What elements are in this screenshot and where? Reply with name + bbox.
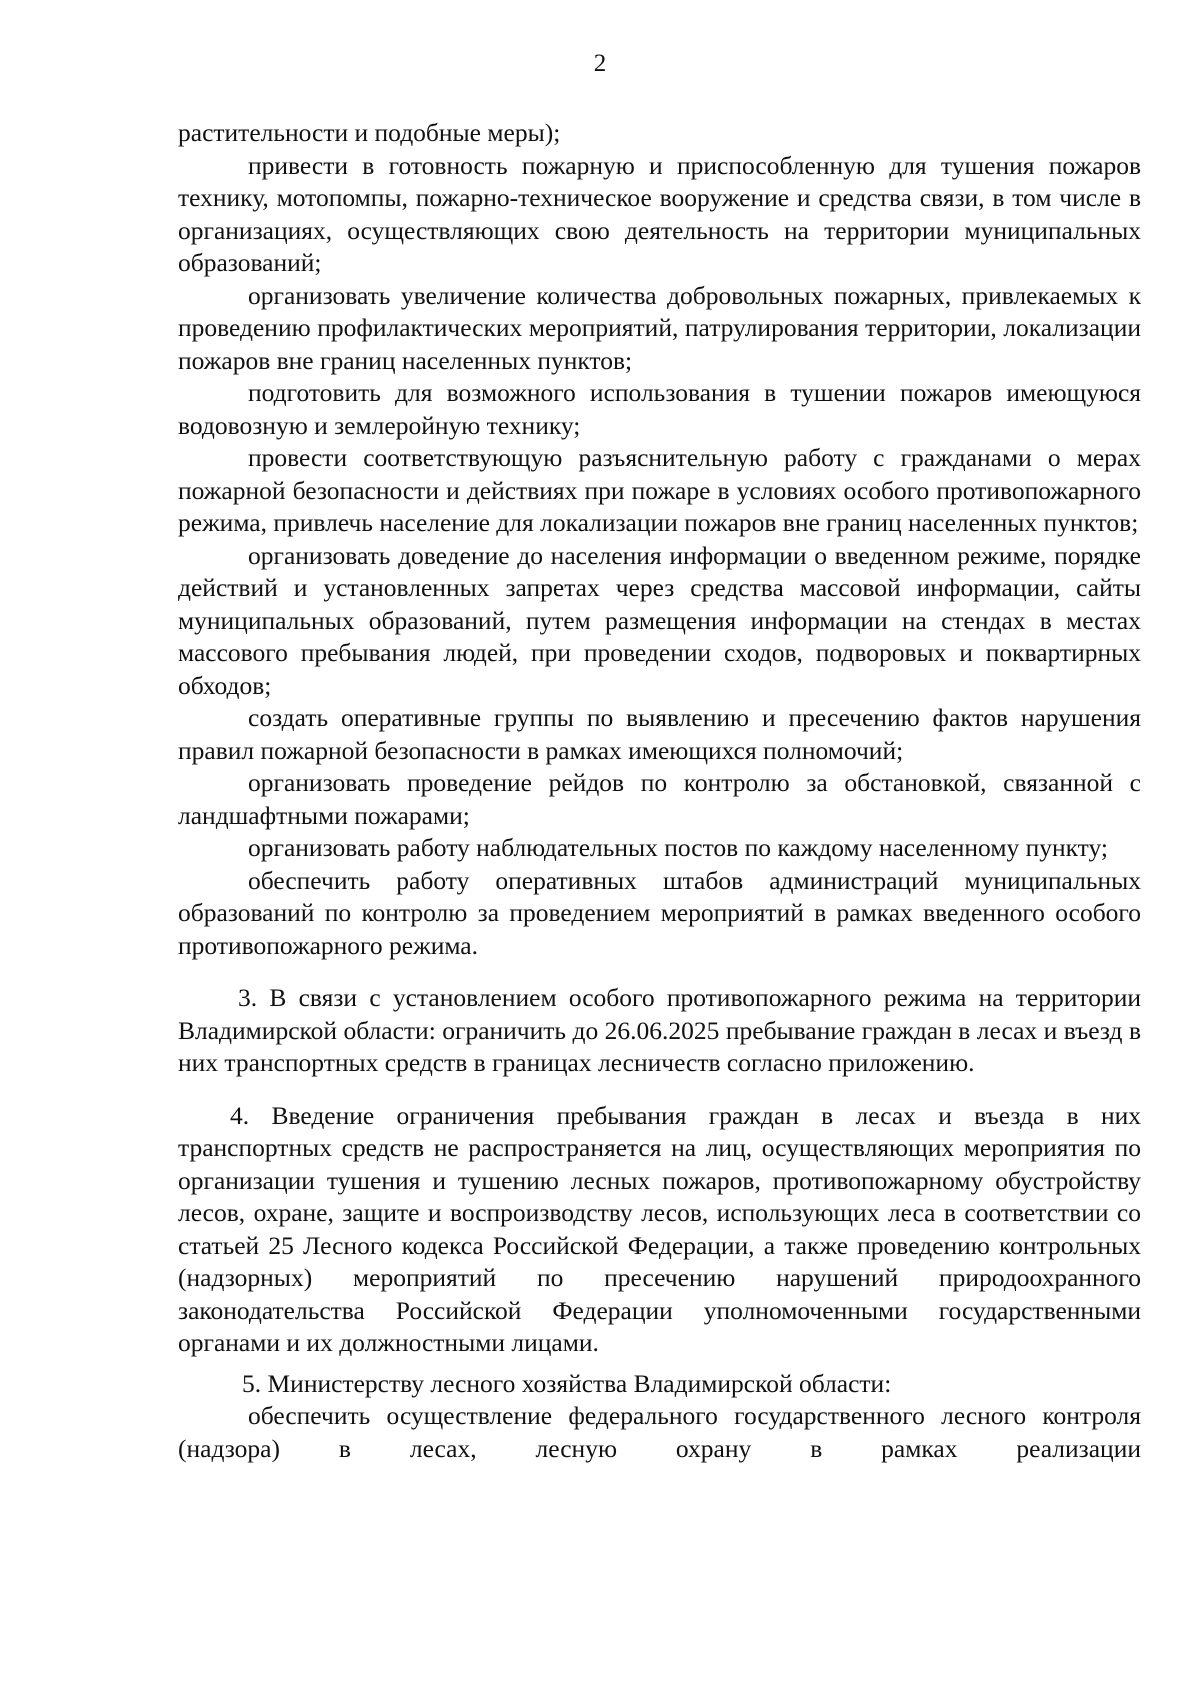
paragraph-observation-posts: организовать работу наблюдательных постов по каждому населенному пункту;	[248, 833, 1108, 862]
paragraph-forest-control: обеспечить осуществление федерального государственного лесного контроля (надзора) в лесах, лесную охрану в рамках реализации	[178, 1401, 1141, 1463]
paragraph-operational-groups: создать оперативные группы по выявлению и пресечению фактов нарушения правил пожарной безопасности в рамках имеющихся полномочий;	[178, 703, 1141, 765]
paragraph-item-5: 5. Министерству лесного хозяйства Владимирской области:	[242, 1368, 892, 1398]
paragraph-explanatory-work: провести соответствующую разъяснительную работу с гражданами о мерах пожарной безопасности и действиях при пожаре в условиях особого противопожарного режима, привлечь население для локализации пожаров вне границ населенных пунктов;	[178, 443, 1141, 537]
document-body	[178, 117, 1141, 1465]
paragraph-item-4: 4. Введение ограничения пребывания граждан в лесах и въезда в них транспортных средств не распространяется на лиц, осуществляющих мероприятия по организации тушения и тушению лесных пожаров, противопожарному обустройству лесов, охране, защите и воспроизводству лесов, использующих леса в соответствии со статьей 25 Лесного кодекса Российской Федерации, а также проведению контрольных (надзорных) мероприятий по пресечению нарушений природоохранного законодательства Российской Федерации уполномоченными государственными органами и их должностными лицами.	[178, 1100, 1141, 1357]
paragraph-item-3: 3. В связи с установлением особого противопожарного режима на территории Владимирской области: ограничить до 26.06.2025 пребывание граждан в лесах и въезд в них транспортных средств в границах лесничеств согласно приложению.	[178, 983, 1141, 1077]
paragraph-inform-population: организовать доведение до населения информации о введенном режиме, порядке действий и установленных запретах через средства массовой информации, сайты муниципальных образований, путем размещения информации на стендах в местах массового пребывания людей, при проведении сходов, подворовых и поквартирных обходов;	[178, 540, 1141, 700]
paragraph-operational-headquarters: обеспечить работу оперативных штабов администраций муниципальных образований по контролю за проведением мероприятий в рамках введенного особого противопожарного режима.	[178, 865, 1141, 960]
page-number: 2	[593, 50, 607, 77]
paragraph-prepare-equipment: привести в готовность пожарную и приспособленную для тушения пожаров технику, мотопомпы, пожарно-техническое вооружение и средства связи, в том числе в организациях, осуществляющих свою деятельность на территории муниципальных образований;	[178, 150, 1141, 277]
paragraph-raids: организовать проведение рейдов по контролю за обстановкой, связанной с ландшафтными пожарами;	[178, 768, 1141, 830]
paragraph-continuation: растительности и подобные меры);	[178, 118, 561, 147]
paragraph-water-earth-machinery: подготовить для возможного использования в тушении пожаров имеющуюся водовозную и землеройную технику;	[178, 378, 1141, 440]
paragraph-volunteer-firefighters: организовать увеличение количества добровольных пожарных, привлекаемых к проведению профилактических мероприятий, патрулирования территории, локализации пожаров вне границ населенных пунктов;	[178, 280, 1141, 375]
